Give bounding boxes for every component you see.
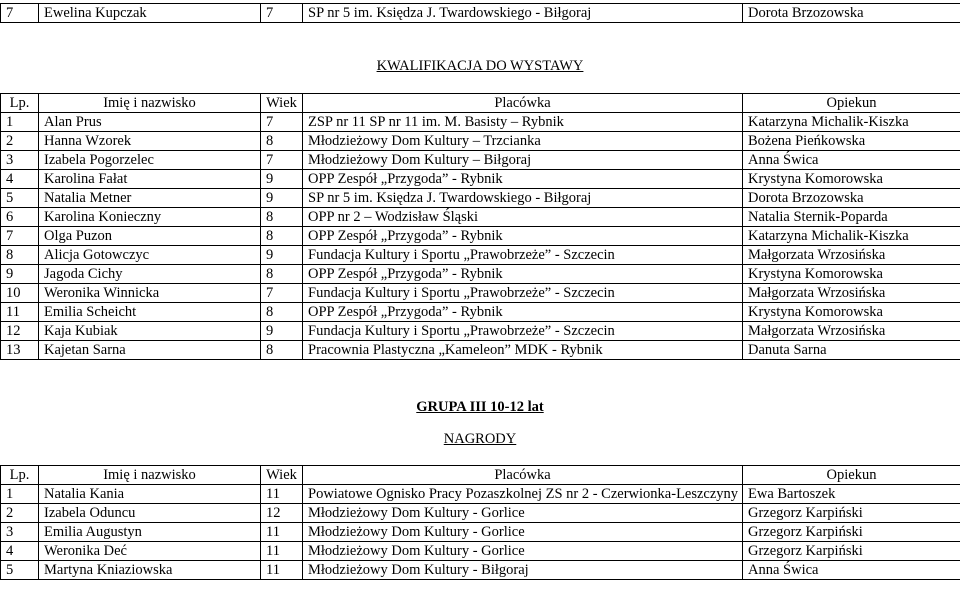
cell-name: Izabela Oduncu bbox=[39, 504, 261, 523]
table-row bbox=[1, 341, 960, 360]
cell-institution: SP nr 5 im. Księdza J. Twardowskiego - Biłgoraj bbox=[303, 189, 743, 208]
cell-lp: 5 bbox=[1, 561, 39, 580]
cell-age: 11 bbox=[261, 485, 303, 504]
table-row bbox=[1, 132, 960, 151]
cell-age: 9 bbox=[261, 189, 303, 208]
cell-age: 8 bbox=[261, 208, 303, 227]
column-header-institution: Placówka bbox=[303, 94, 743, 113]
cell-tutor: Katarzyna Michalik-Kiszka bbox=[743, 227, 960, 246]
cell-institution: Młodzieżowy Dom Kultury - Biłgoraj bbox=[303, 561, 743, 580]
awards-table-body bbox=[1, 485, 960, 580]
cell-name: Emilia Augustyn bbox=[39, 523, 261, 542]
cell-tutor: Grzegorz Karpiński bbox=[743, 523, 960, 542]
awards-table-header bbox=[1, 466, 960, 485]
cell-tutor: Grzegorz Karpiński bbox=[743, 542, 960, 561]
cell-lp: 3 bbox=[1, 523, 39, 542]
cell-age: 11 bbox=[261, 523, 303, 542]
cell-lp: 2 bbox=[1, 504, 39, 523]
cell-lp: 1 bbox=[1, 485, 39, 504]
cell-name: Alicja Gotowczyc bbox=[39, 246, 261, 265]
section1-heading: KWALIFIKACJA DO WYSTAWY bbox=[376, 58, 584, 74]
cell-lp: 3 bbox=[1, 151, 39, 170]
cell-institution: Młodzieżowy Dom Kultury - Gorlice bbox=[303, 504, 743, 523]
table-row bbox=[1, 485, 960, 504]
qualification-table-body bbox=[1, 113, 960, 360]
cell-name: Natalia Metner bbox=[39, 189, 261, 208]
table-row bbox=[1, 322, 960, 341]
cell-tutor: Małgorzata Wrzosińska bbox=[743, 322, 960, 341]
cell-age: 8 bbox=[261, 227, 303, 246]
cell-tutor: Dorota Brzozowska bbox=[743, 189, 960, 208]
cell-name: Izabela Pogorzelec bbox=[39, 151, 261, 170]
cell-name: Karolina Konieczny bbox=[39, 208, 261, 227]
cell-tutor: Anna Świca bbox=[743, 151, 960, 170]
table-row bbox=[1, 113, 960, 132]
cell-lp: 10 bbox=[1, 284, 39, 303]
cell-institution: Fundacja Kultury i Sportu „Prawobrzeże” - Szczecin bbox=[303, 246, 743, 265]
cell-lp: 2 bbox=[1, 132, 39, 151]
cell-lp: 9 bbox=[1, 265, 39, 284]
table-row bbox=[1, 227, 960, 246]
cell-lp: 7 bbox=[1, 4, 39, 23]
cell-name: Alan Prus bbox=[39, 113, 261, 132]
cell-age: 7 bbox=[261, 113, 303, 132]
cell-institution: SP nr 5 im. Księdza J. Twardowskiego - Biłgoraj bbox=[303, 4, 743, 23]
cell-lp: 4 bbox=[1, 170, 39, 189]
cell-institution: Młodzieżowy Dom Kultury - Gorlice bbox=[303, 542, 743, 561]
table-row bbox=[1, 561, 960, 580]
column-header-institution: Placówka bbox=[303, 466, 743, 485]
awards-table bbox=[0, 465, 960, 580]
top-table-body bbox=[1, 4, 960, 23]
cell-age: 9 bbox=[261, 170, 303, 189]
table-row bbox=[1, 265, 960, 284]
cell-age: 8 bbox=[261, 132, 303, 151]
cell-institution: Pracownia Plastyczna „Kameleon” MDK - Rybnik bbox=[303, 341, 743, 360]
column-header-lp: Lp. bbox=[1, 94, 39, 113]
cell-name: Hanna Wzorek bbox=[39, 132, 261, 151]
table-row bbox=[1, 246, 960, 265]
table-row bbox=[1, 542, 960, 561]
qualification-table-header bbox=[1, 94, 960, 113]
table-row bbox=[1, 523, 960, 542]
cell-name: Olga Puzon bbox=[39, 227, 261, 246]
table-row bbox=[1, 170, 960, 189]
cell-name: Emilia Scheicht bbox=[39, 303, 261, 322]
cell-institution: Fundacja Kultury i Sportu „Prawobrzeże” - Szczecin bbox=[303, 322, 743, 341]
cell-age: 7 bbox=[261, 284, 303, 303]
cell-name: Natalia Kania bbox=[39, 485, 261, 504]
cell-lp: 8 bbox=[1, 246, 39, 265]
cell-institution: Młodzieżowy Dom Kultury – Biłgoraj bbox=[303, 151, 743, 170]
cell-tutor: Grzegorz Karpiński bbox=[743, 504, 960, 523]
cell-lp: 13 bbox=[1, 341, 39, 360]
qualification-table bbox=[0, 93, 960, 360]
column-header-age: Wiek bbox=[261, 94, 303, 113]
section2-heading: NAGRODY bbox=[443, 431, 517, 447]
cell-lp: 7 bbox=[1, 227, 39, 246]
cell-age: 8 bbox=[261, 265, 303, 284]
column-header-tutor: Opiekun bbox=[743, 94, 960, 113]
table-row bbox=[1, 504, 960, 523]
cell-tutor: Ewa Bartoszek bbox=[743, 485, 960, 504]
column-header-name: Imię i nazwisko bbox=[39, 94, 261, 113]
table-row bbox=[1, 4, 960, 23]
cell-institution: Fundacja Kultury i Sportu „Prawobrzeże” - Szczecin bbox=[303, 284, 743, 303]
column-header-age: Wiek bbox=[261, 466, 303, 485]
cell-lp: 11 bbox=[1, 303, 39, 322]
cell-lp: 6 bbox=[1, 208, 39, 227]
table-row bbox=[1, 189, 960, 208]
cell-institution: Młodzieżowy Dom Kultury – Trzcianka bbox=[303, 132, 743, 151]
cell-name: Ewelina Kupczak bbox=[39, 4, 261, 23]
cell-tutor: Dorota Brzozowska bbox=[743, 4, 960, 23]
cell-lp: 12 bbox=[1, 322, 39, 341]
cell-age: 9 bbox=[261, 322, 303, 341]
cell-institution: Młodzieżowy Dom Kultury - Gorlice bbox=[303, 523, 743, 542]
table-row bbox=[1, 208, 960, 227]
cell-tutor: Natalia Sternik-Poparda bbox=[743, 208, 960, 227]
group-heading: GRUPA III 10-12 lat bbox=[416, 399, 544, 415]
cell-name: Kajetan Sarna bbox=[39, 341, 261, 360]
column-header-lp: Lp. bbox=[1, 466, 39, 485]
top-table bbox=[0, 3, 960, 23]
cell-institution: OPP Zespół „Przygoda” - Rybnik bbox=[303, 303, 743, 322]
cell-tutor: Danuta Sarna bbox=[743, 341, 960, 360]
cell-tutor: Małgorzata Wrzosińska bbox=[743, 246, 960, 265]
table-row bbox=[1, 284, 960, 303]
cell-name: Weronika Winnicka bbox=[39, 284, 261, 303]
cell-lp: 4 bbox=[1, 542, 39, 561]
cell-tutor: Krystyna Komorowska bbox=[743, 170, 960, 189]
cell-tutor: Małgorzata Wrzosińska bbox=[743, 284, 960, 303]
cell-institution: Powiatowe Ognisko Pracy Pozaszkolnej ZS nr 2 - Czerwionka-Leszczyny bbox=[303, 485, 743, 504]
cell-tutor: Krystyna Komorowska bbox=[743, 265, 960, 284]
cell-age: 8 bbox=[261, 341, 303, 360]
cell-lp: 1 bbox=[1, 113, 39, 132]
cell-institution: OPP Zespół „Przygoda” - Rybnik bbox=[303, 265, 743, 284]
cell-name: Kaja Kubiak bbox=[39, 322, 261, 341]
cell-age: 9 bbox=[261, 246, 303, 265]
cell-age: 12 bbox=[261, 504, 303, 523]
cell-tutor: Krystyna Komorowska bbox=[743, 303, 960, 322]
cell-name: Weronika Deć bbox=[39, 542, 261, 561]
cell-name: Karolina Fałat bbox=[39, 170, 261, 189]
cell-institution: ZSP nr 11 SP nr 11 im. M. Basisty – Rybnik bbox=[303, 113, 743, 132]
cell-institution: OPP Zespół „Przygoda” - Rybnik bbox=[303, 227, 743, 246]
cell-lp: 5 bbox=[1, 189, 39, 208]
cell-age: 8 bbox=[261, 303, 303, 322]
cell-age: 7 bbox=[261, 4, 303, 23]
cell-age: 7 bbox=[261, 151, 303, 170]
cell-tutor: Bożena Pieńkowska bbox=[743, 132, 960, 151]
cell-age: 11 bbox=[261, 542, 303, 561]
table-row bbox=[1, 303, 960, 322]
column-header-name: Imię i nazwisko bbox=[39, 466, 261, 485]
cell-tutor: Katarzyna Michalik-Kiszka bbox=[743, 113, 960, 132]
cell-institution: OPP Zespół „Przygoda” - Rybnik bbox=[303, 170, 743, 189]
table-row bbox=[1, 151, 960, 170]
cell-name: Jagoda Cichy bbox=[39, 265, 261, 284]
cell-age: 11 bbox=[261, 561, 303, 580]
cell-name: Martyna Kniaziowska bbox=[39, 561, 261, 580]
cell-tutor: Anna Świca bbox=[743, 561, 960, 580]
cell-institution: OPP nr 2 – Wodzisław Śląski bbox=[303, 208, 743, 227]
column-header-tutor: Opiekun bbox=[743, 466, 960, 485]
